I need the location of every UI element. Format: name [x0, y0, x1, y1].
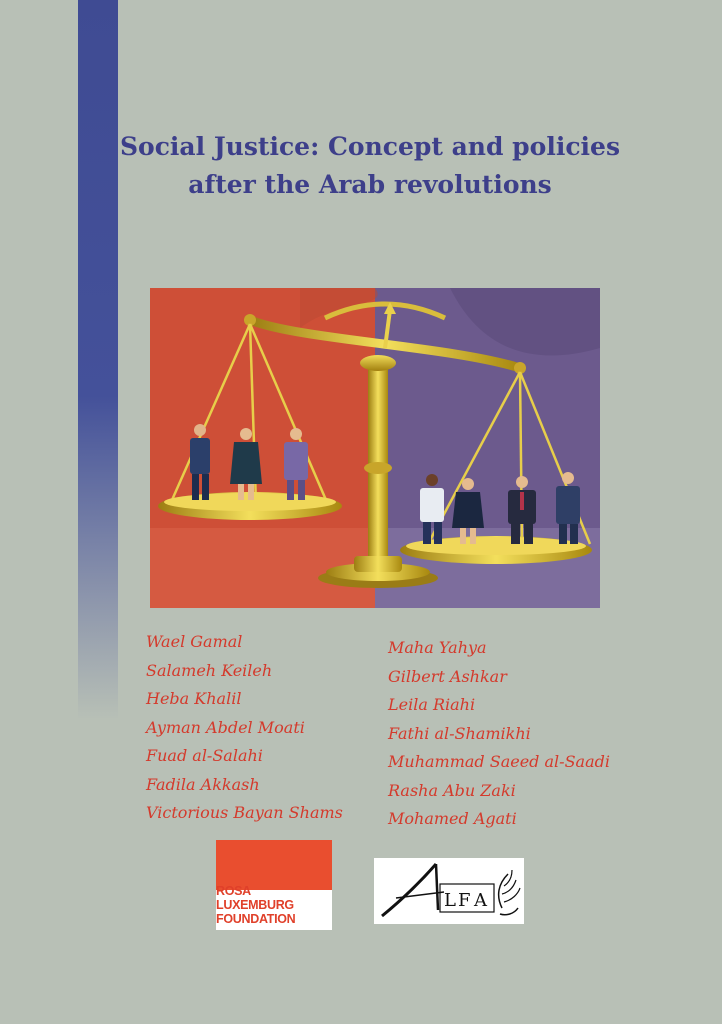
- rosa-logo-line-2: LUXEMBURG: [216, 898, 294, 912]
- author-name: Fuad al-Salahi: [146, 746, 263, 765]
- authors-right-column: [388, 634, 610, 834]
- author-name: Wael Gamal: [146, 632, 243, 651]
- author-name: Rasha Abu Zaki: [388, 780, 516, 800]
- rosa-logo-line-1: ROSA: [216, 884, 251, 898]
- book-title: [100, 128, 640, 204]
- alfa-logo: [374, 858, 524, 924]
- author-name: Fathi al-Shamikhi: [388, 723, 531, 743]
- title-line-2: after the Arab revolutions: [188, 170, 552, 199]
- author-name: Mohamed Agati: [388, 809, 517, 828]
- side-bar-decoration: [78, 0, 118, 720]
- author-name: Maha Yahya: [388, 638, 487, 657]
- author-name: Leila Riahi: [388, 695, 476, 714]
- author-name: Salameh Keileh: [146, 660, 273, 680]
- svg-text:F: F: [458, 890, 471, 911]
- author-name: Victorious Bayan Shams: [146, 803, 343, 822]
- rosa-luxemburg-logo: [216, 840, 332, 930]
- author-name: Gilbert Ashkar: [388, 666, 507, 686]
- authors-left-column: [146, 628, 343, 828]
- author-name: Muhammad Saeed al-Saadi: [388, 752, 610, 771]
- author-name: Fadila Akkash: [146, 774, 260, 794]
- scales-of-justice-illustration: [150, 288, 600, 608]
- author-name: Heba Khalil: [146, 689, 242, 708]
- rosa-logo-line-3: FOUNDATION: [216, 912, 296, 926]
- author-name: Ayman Abdel Moati: [146, 717, 305, 737]
- svg-text:L: L: [444, 890, 456, 911]
- svg-text:A: A: [474, 890, 487, 911]
- title-line-1: Social Justice: Concept and policies: [119, 132, 621, 161]
